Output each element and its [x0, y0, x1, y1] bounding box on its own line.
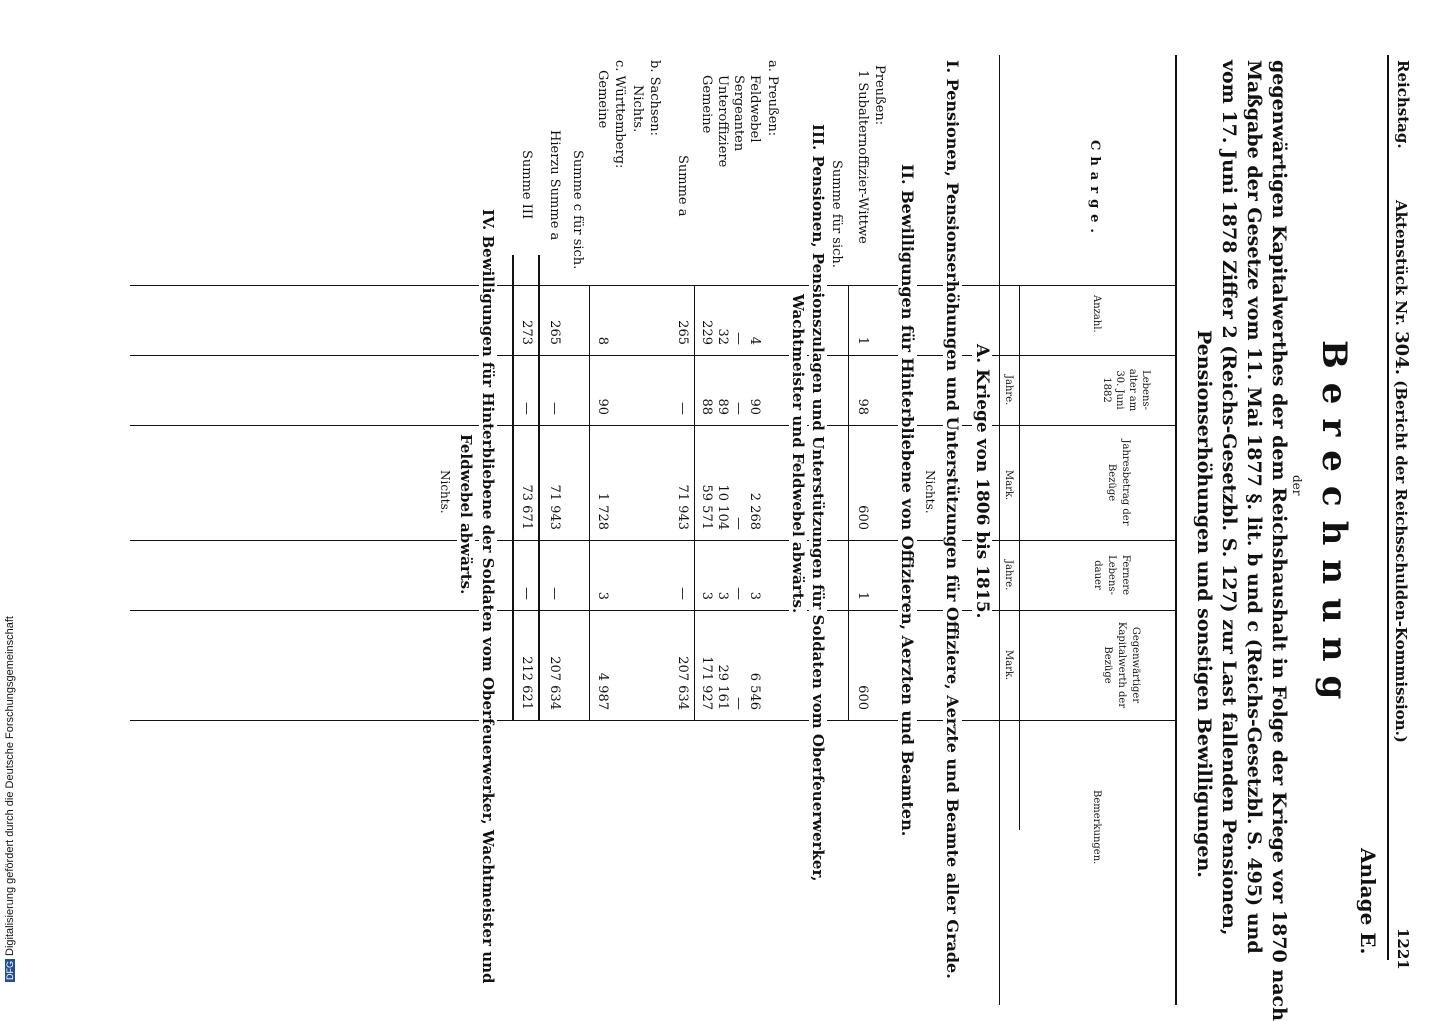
iii-a-row-dauer: 3 [747, 591, 762, 600]
header-rule [1387, 55, 1389, 960]
iii-sum-c-rule [589, 285, 590, 720]
iii-b-nichts: Nichts. [630, 85, 645, 133]
iii-summe-a-anzahl: 265 [675, 320, 690, 345]
col-header-betrag: Jahresbetrag der Bezüge [1106, 439, 1131, 526]
col-line-6 [130, 720, 1175, 721]
iii-summe-kapital: 212 621 [519, 656, 534, 710]
title-sub: der [1290, 475, 1304, 496]
iii-total-bottom-rule [512, 255, 514, 720]
iii-hierzu-label: Hierzu Summe a [547, 130, 562, 241]
iii-hierzu-betrag: 71 943 [547, 484, 562, 530]
col-header-anzahl: Anzahl. [1091, 295, 1102, 333]
iii-a-row-betrag: — [731, 517, 746, 530]
col-header-kapital: Gegenwärtiger Kapitalwerth der Bezüge [1102, 621, 1141, 709]
annex-label: Anlage E. [1356, 848, 1380, 955]
iii-a-row-alter: 89 [715, 398, 730, 415]
iii-summe-a-alter: — [675, 402, 690, 415]
iii-hierzu-alter: — [547, 402, 562, 415]
col-line-2 [130, 355, 1175, 356]
section-i: I. Pensionen, Pensionserhöhungen und Unterstützungen für Offiziere, Aerzte und Beamte aller Grade. [943, 60, 962, 983]
iii-summe-a-dauer: — [675, 587, 690, 600]
iii-a-row-label: Gemeine [699, 75, 714, 134]
iii-a-row-kapital: 171 927 [699, 656, 714, 710]
iii-a-row-anzahl: — [731, 332, 746, 345]
section-i-nichts: Nichts. [923, 470, 937, 514]
col-header-charge: Charge. [1087, 140, 1102, 239]
section-iii-line-2: Wachtmeister und Feldwebel abwärts. [789, 290, 807, 617]
iii-a-row-betrag: 10 104 [715, 484, 730, 530]
iii-a-row-label: Feldwebel [747, 75, 762, 143]
iii-hierzu-kapital: 207 634 [547, 656, 562, 710]
iii-c-anzahl: 8 [595, 336, 610, 345]
iii-total-rule [538, 255, 540, 720]
iii-a-row-anzahl: 4 [747, 336, 762, 345]
ii-summe: Summe für sich. [829, 160, 844, 268]
footer-text: Digitalisierung gefördert durch die Deutsche Forschungsgemeinschaft [4, 616, 16, 956]
iii-a-row-label: Unteroffiziere [715, 75, 730, 168]
table-top-rule [1175, 55, 1177, 1005]
iii-a-row-anzahl: 32 [715, 328, 730, 345]
iii-a-row-betrag: 59 571 [699, 484, 714, 530]
unit-jahre-1: Jahre. [1003, 375, 1014, 406]
iii-summe-betrag: 73 671 [519, 484, 534, 530]
ii-betrag: 600 [855, 505, 870, 530]
iii-a-row-dauer: 3 [715, 591, 730, 600]
ii-land: Preußen: [872, 65, 887, 126]
iii-a-row-betrag: 2 268 [747, 492, 762, 530]
ii-kapital: 600 [855, 685, 870, 710]
iii-a-row-kapital: — [731, 697, 746, 710]
ii-row-label: 1 Subalternoffizier-Wittwe [855, 70, 870, 244]
section-iv-line-1: IV. Bewilligungen für Hinterbliebene der Soldaten vom Oberfeuerwerker, Wachtmeister und [479, 205, 497, 988]
footer-credit [4, 0, 20, 1000]
page-number: 1221 [1394, 928, 1412, 970]
col-line-5 [130, 610, 1175, 611]
iii-summe-a-kapital: 207 634 [675, 656, 690, 710]
col-header-alter: Lebens-alter am 30. Juni 1882 [1101, 368, 1151, 412]
iii-a-row-label: Sergeanten [731, 75, 746, 152]
iii-summe-a-betrag: 71 943 [675, 484, 690, 530]
ii-sum-rule [848, 285, 849, 720]
col-line-3 [130, 425, 1175, 426]
iii-c-betrag: 1 728 [595, 492, 610, 530]
section-a: A. Kriege von 1806 bis 1815. [972, 340, 992, 622]
iii-hierzu-anzahl: 265 [547, 320, 562, 345]
iii-summe-anzahl: 273 [519, 320, 534, 345]
iii-a-row-kapital: 29 161 [715, 664, 730, 710]
iii-c-kapital: 4 987 [595, 672, 610, 710]
header-bottom-rule [999, 55, 1000, 1005]
iii-summe-c: Summe c für sich. [570, 150, 585, 270]
col-header-bemerkungen: Bemerkungen. [1091, 790, 1102, 865]
iii-c-land: c. Württemberg: [612, 60, 627, 169]
dfg-logo: DFG [5, 961, 15, 980]
iii-a-row-alter: 90 [747, 398, 762, 415]
intro-line-1: gegenwärtigen Kapitalwerthes der dem Reichshaushalt in Folge der Kriege vor 1870 nach [1268, 60, 1290, 1021]
header-center: Aktenstück Nr. 304. (Bericht der Reichsschulden-Kommission.) [1391, 200, 1412, 743]
unit-mark-2: Mark. [1003, 650, 1014, 681]
unit-jahre-2: Jahre. [1003, 560, 1014, 591]
iii-summe-a-label: Summe a [675, 155, 690, 217]
col-header-dauer: Fernere Lebens-dauer [1092, 554, 1131, 596]
ii-alter: 98 [855, 398, 870, 415]
iii-a-row-alter: 88 [699, 398, 714, 415]
ii-anzahl: 1 [855, 336, 870, 345]
iii-a-row-kapital: 6 546 [747, 672, 762, 710]
col-line-1 [130, 285, 1175, 286]
iii-b-land: b. Sachsen: [647, 60, 662, 137]
intro-line-4: Pensionserhöhungen und sonstigen Bewilligungen. [1193, 330, 1215, 878]
iii-hierzu-dauer: — [547, 587, 562, 600]
iii-summe-label: Summe III [519, 150, 534, 220]
iii-sum-a-rule [694, 285, 695, 720]
iii-a-row-dauer: 3 [699, 591, 714, 600]
unit-mark-1: Mark. [1003, 470, 1014, 501]
unit-rule [1019, 285, 1020, 830]
iii-a-land: a. Preußen: [765, 60, 780, 137]
iii-a-row-alter: — [731, 402, 746, 415]
col-line-4 [130, 540, 1175, 541]
header-left: Reichstag. [1394, 60, 1412, 149]
iii-c-dauer: 3 [595, 591, 610, 600]
iii-c-alter: 90 [595, 398, 610, 415]
iii-c-label: Gemeine [595, 70, 610, 129]
iii-a-row-dauer: — [731, 587, 746, 600]
page-title: Berechnung [1314, 340, 1354, 714]
iii-a-row-anzahl: 229 [699, 320, 714, 345]
intro-line-3: vom 17. Juni 1878 Ziffer 2 (Reichs-Gesetzbl. S. 127) zur Last fallenden Pensionen, [1218, 60, 1240, 936]
iii-summe-dauer: — [519, 587, 534, 600]
section-iv-line-2: Feldwebel abwärts. [457, 430, 475, 598]
iii-summe-alter: — [519, 402, 534, 415]
ii-dauer: 1 [855, 591, 870, 600]
section-iii-line-1: III. Pensionen, Pensionszulagen und Unterstützungen für Soldaten vom Oberfeuerwerker, [809, 120, 827, 886]
intro-line-2: Maßgabe der Gesetze vom 11. Mai 1877 §. lit. b und c (Reichs-Gesetzbl. S. 495) und [1243, 60, 1265, 954]
section-iv-nichts: Nichts. [438, 470, 452, 514]
section-ii: II. Bewilligungen für Hinterbliebene von Offizieren, Aerzten und Beamten. [898, 160, 917, 840]
